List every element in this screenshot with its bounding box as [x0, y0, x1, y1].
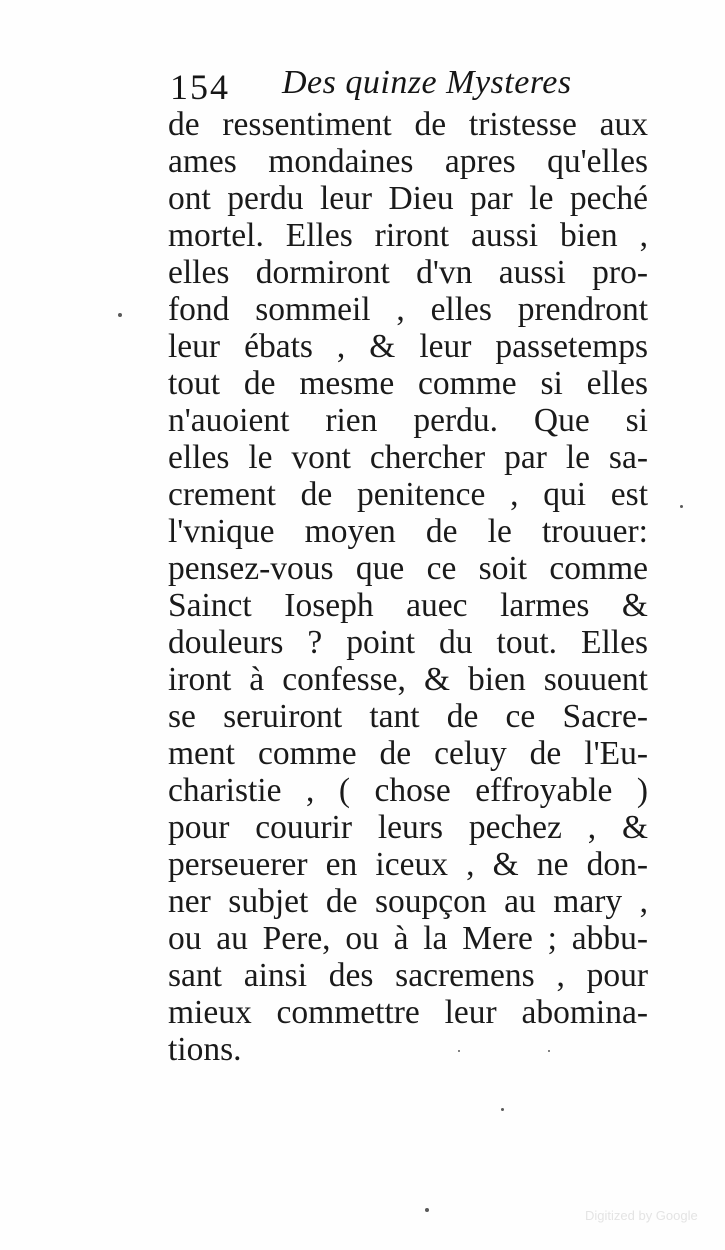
text-line: Sainct Ioseph auec larmes &: [168, 587, 648, 624]
text-line: mortel. Elles riront aussi bien ,: [168, 217, 648, 254]
text-line: pensez-vous que ce soit comme: [168, 550, 648, 587]
text-line: douleurs ? point du tout. Elles: [168, 624, 648, 661]
scan-speck: [458, 1050, 460, 1052]
text-line: de ressentiment de tristesse aux: [168, 106, 648, 143]
text-line: elles dormiront d'vn aussi pro-: [168, 254, 648, 291]
scan-speck: [118, 313, 122, 317]
text-line: sant ainsi des sacremens , pour: [168, 957, 648, 994]
text-line: iront à confesse, & bien souuent: [168, 661, 648, 698]
text-line: mieux commettre leur abomina-: [168, 994, 648, 1031]
page-header: [170, 60, 650, 110]
text-line: pour couurir leurs pechez , &: [168, 809, 648, 846]
text-line: perseuerer en iceux , & ne don-: [168, 846, 648, 883]
running-title: Des quinze Mysteres: [282, 64, 572, 101]
text-line: ames mondaines apres qu'elles: [168, 143, 648, 180]
digitization-watermark: Digitized by Google: [585, 1208, 698, 1223]
scan-speck: [501, 1108, 504, 1111]
text-line: tout de mesme comme si elles: [168, 365, 648, 402]
page-number: 154: [170, 67, 230, 107]
text-line: elles le vont chercher par le sa-: [168, 439, 648, 476]
text-line: crement de penitence , qui est: [168, 476, 648, 513]
text-line: charistie , ( chose effroyable ): [168, 772, 648, 809]
text-line: ment comme de celuy de l'Eu-: [168, 735, 648, 772]
text-line: fond sommeil , elles prendront: [168, 291, 648, 328]
text-line: n'auoient rien perdu. Que si: [168, 402, 648, 439]
text-line: l'vnique moyen de le trouuer:: [168, 513, 648, 550]
text-line: se seruiront tant de ce Sacre-: [168, 698, 648, 735]
text-line: ou au Pere, ou à la Mere ; abbu-: [168, 920, 648, 957]
text-line: ner subjet de soupçon au mary ,: [168, 883, 648, 920]
text-line: ont perdu leur Dieu par le peché: [168, 180, 648, 217]
scan-speck: [680, 505, 683, 508]
body-text: [168, 106, 648, 1068]
scan-speck: [548, 1050, 550, 1052]
scan-speck: [425, 1208, 429, 1212]
text-line: tions.: [168, 1031, 242, 1068]
text-line: leur ébats , & leur passetemps: [168, 328, 648, 365]
